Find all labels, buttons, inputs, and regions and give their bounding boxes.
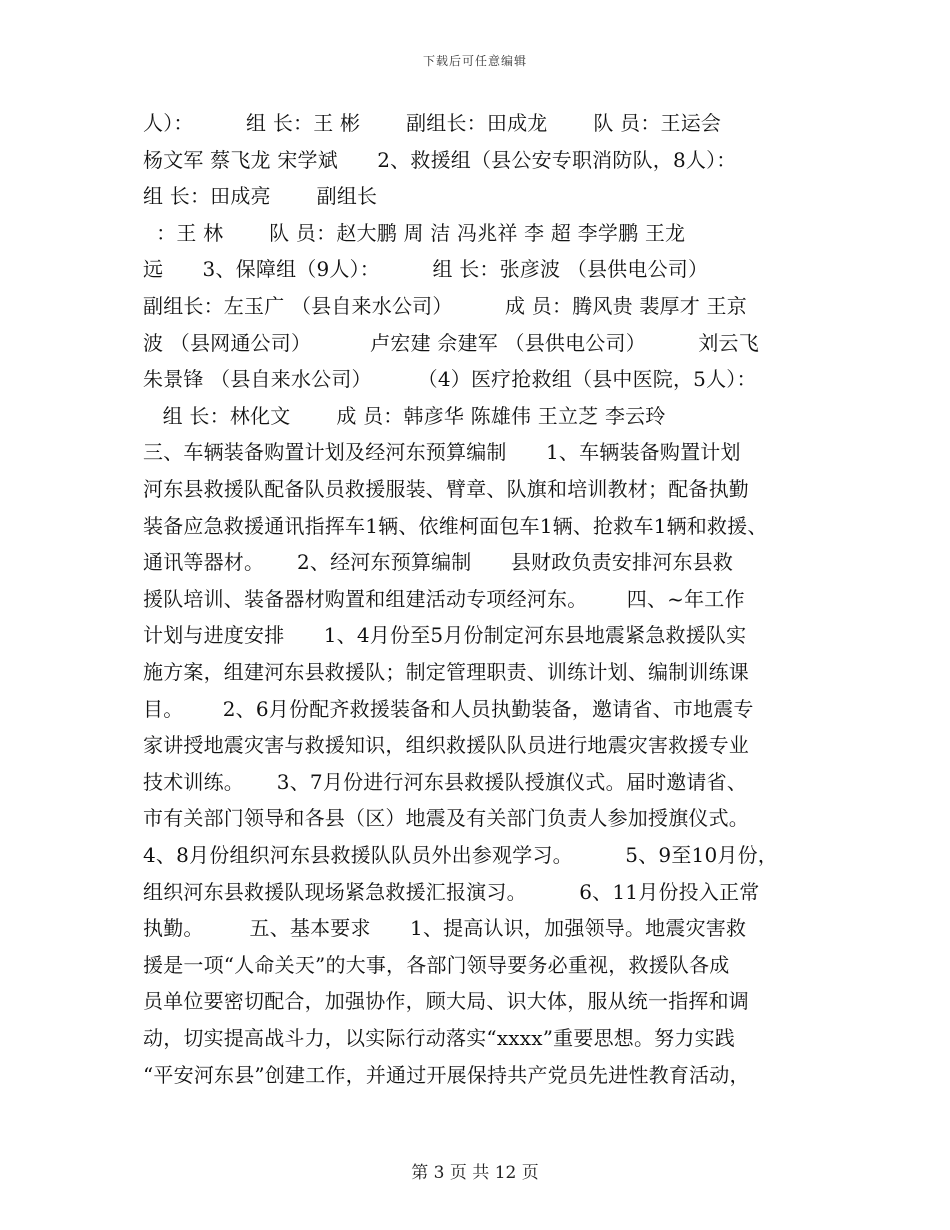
text-line: 员单位要密切配合，加强协作，顾大局、识大体，服从统一指挥和调 — [143, 989, 749, 1014]
text-line: 人）： 组 长：王 彬 副组长：田成龙 队 员：王运会 — [143, 111, 722, 135]
text-line: 杨文军 蔡飞龙 宋学斌 2、救援组（县公安专职消防队，8人）： — [143, 147, 737, 172]
text-line: 4、8月份组织河东县救援队队员外出参观学习。 5、9至10月份， — [143, 843, 779, 867]
text-line: 副组长：左玉广 （县自来水公司） 成 员：腾风贵 裴厚才 王京 — [143, 294, 747, 318]
text-line: 河东县救援队配备队员救援服装、臂章、队旗和培训教材；配备执勤 — [143, 477, 749, 501]
text-line: 三、车辆装备购置计划及经河东预算编制 1、车辆装备购置计划 — [143, 440, 741, 465]
text-line: 通讯等器材。 2、经河东预算编制 县财政负责安排河东县救 — [143, 550, 734, 575]
text-line: 执勤。 五、基本要求 1、提高认识，加强领导。地震灾害救 — [143, 916, 747, 941]
page-header-note: 下载后可任意编辑 — [422, 54, 527, 68]
text-line: 施方案，组建河东县救援队；制定管理职责、训练计划、编制训练课 — [143, 660, 749, 684]
text-line: 装备应急救援通讯指挥车1辆、依维柯面包车1辆、抢救车1辆和救援、 — [143, 513, 768, 538]
text-line: 动，切实提高战斗力，以实际行动落实“xxxx”重要思想。努力实践 — [143, 1026, 735, 1050]
text-line: 市有关部门领导和各县（区）地震及有关部门负责人参加授旗仪式。 — [143, 806, 749, 831]
text-line: 援是一项“人命关天”的大事，各部门领导要务必重视，救援队各成 — [143, 952, 730, 977]
text-line: 目。 2、6月份配齐救援装备和人员执勤装备，邀请省、市地震专 — [143, 696, 754, 721]
text-line: 波 （县网通公司） 卢宏建 佘建军 （县供电公司） 刘云飞 — [143, 330, 759, 355]
text-line: 组织河东县救援队现场紧急救援汇报演习。 6、11月份投入正常 — [143, 879, 760, 904]
page-number: 第 3 页 共 12 页 — [411, 1163, 539, 1183]
text-line: 远 3、保障组（9人）： 组 长：张彦波 （县供电公司） — [143, 257, 709, 282]
text-line: 计划与进度安排 1、4月份至5月份制定河东县地震紧急救援队实 — [143, 623, 747, 648]
text-line: 援队培训、装备器材购置和组建活动专项经河东。 四、~年工作 — [143, 586, 745, 611]
text-line: ：王 林 队 员：赵大鹏 周 洁 冯兆祥 李 超 李学鹏 王龙 — [143, 220, 686, 245]
text-line: “平安河东县”创建工作，并通过开展保持共产党员先进性教育活动， — [143, 1062, 750, 1087]
text-line: 组 长：林化文 成 员：韩彦华 陈雄伟 王立芝 李云玲 — [143, 403, 666, 428]
text-line: 组 长：田成亮 副组长 — [143, 184, 378, 209]
text-line: 技术训练。 3、7月份进行河东县救援队授旗仪式。届时邀请省、 — [143, 769, 748, 794]
text-line: 家讲授地震灾害与救援知识，组织救援队队员进行地震灾害救援专业 — [143, 733, 749, 758]
text-line: 朱景锋 （县自来水公司） （4）医疗抢救组（县中医院，5人）： — [143, 367, 757, 392]
